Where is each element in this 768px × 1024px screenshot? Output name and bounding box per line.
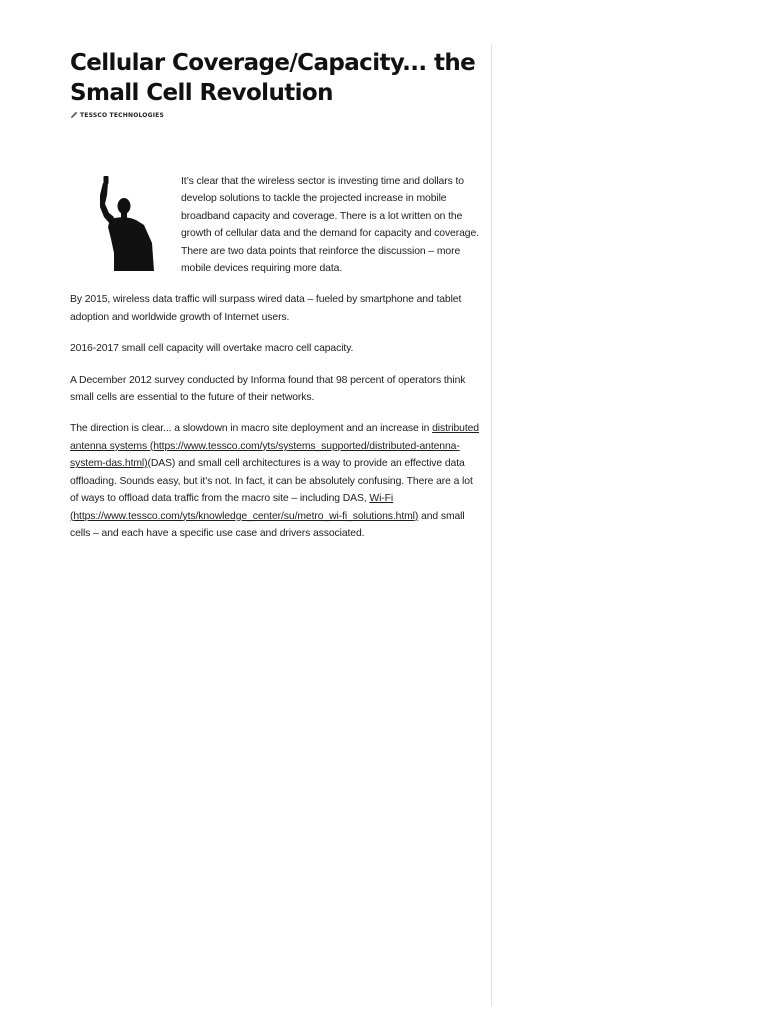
sidebar-divider	[491, 44, 492, 1006]
paragraph-direction-text-2: (DAS) and small cell architectures is a way to provide an effective data offloading. Sounds easy, but it’s not. In fact, it can be absolutely confusing. There are a lot of ways to offload data traffic from the macro site – including DAS,	[70, 458, 473, 505]
person-silhouette-image	[70, 173, 181, 273]
article	[70, 48, 480, 542]
paragraph-small-cell-capacity: 2016-2017 small cell capacity will overtake macro cell capacity.	[70, 343, 354, 355]
author-name: TESSCO TECHNOLOGIES	[80, 111, 164, 119]
paragraph-survey: A December 2012 survey conducted by Informa found that 98 percent of operators think small cells are essential to the future of their networks.	[70, 374, 466, 404]
paragraph-direction-text-1: The direction is clear... a slowdown in macro site deployment and an increase in	[70, 423, 433, 435]
wi-fi-link[interactable]: Wi-Fi (https://www.tessco.com/yts/knowledge_center/su/metro_wi-fi_solutions.html)	[70, 493, 419, 522]
intro-section	[70, 173, 480, 277]
paragraph-direction-text-3: and small cells – and each have a specific use case and drivers associated.	[70, 510, 465, 539]
person-silhouette-icon	[70, 173, 181, 273]
paragraph-data-traffic: By 2015, wireless data traffic will surpass wired data – fueled by smartphone and tablet adoption and worldwide growth of Internet users.	[70, 294, 462, 323]
byline	[70, 111, 480, 119]
distributed-antenna-systems-link[interactable]: distributed antenna systems (https://www.tessco.com/yts/systems_supported/distributed-antenna-system-das.html)	[70, 423, 479, 470]
intro-paragraph: It’s clear that the wireless sector is investing time and dollars to develop solutions to tackle the projected increase in mobile broadband capacity and coverage. There is a lot written on the growth of cellular data and the demand for capacity and coverage. There are two data points that reinforce the discussion – more mobile devices requiring more data.	[181, 176, 479, 275]
paragraph-direction	[70, 420, 480, 542]
page-title: Cellular Coverage/Capacity... the Small Cell Revolution	[70, 50, 476, 106]
pencil-icon	[70, 111, 78, 119]
